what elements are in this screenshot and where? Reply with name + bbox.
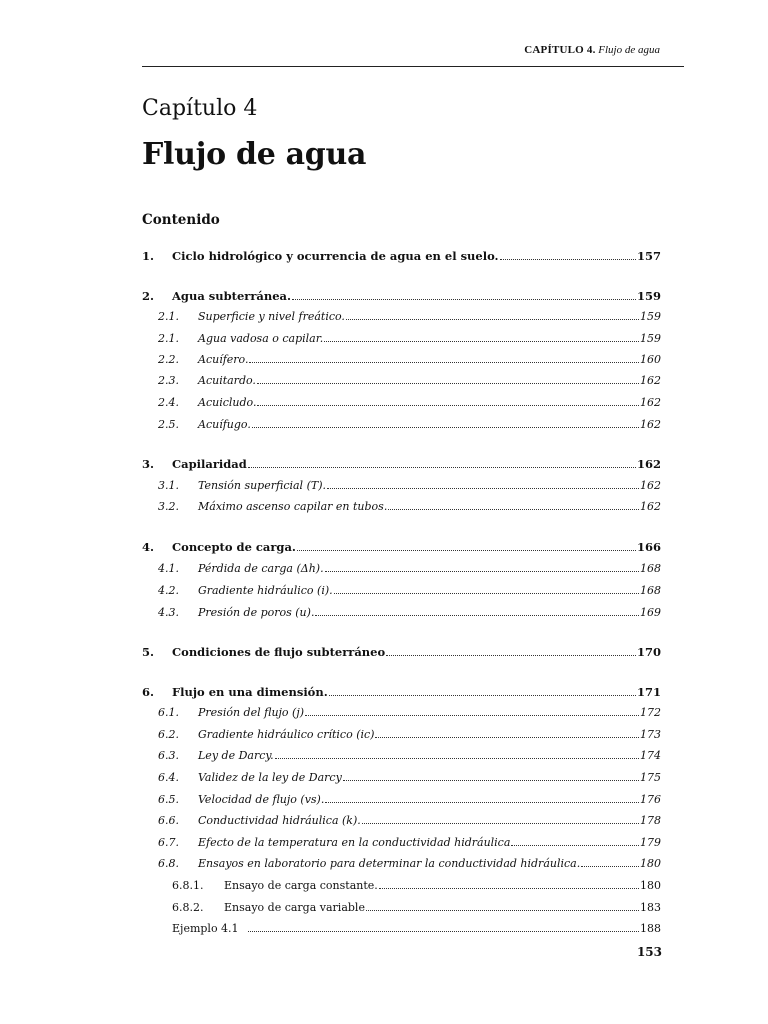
dot-leader (257, 404, 639, 406)
dot-leader (275, 757, 639, 759)
toc-entry-page: 157 (636, 249, 661, 263)
toc-entry-page: 162 (640, 374, 661, 387)
toc-entry (142, 353, 661, 371)
toc-entry-page: 159 (640, 310, 661, 323)
toc-entry-title: Superficie y nivel freático. (198, 310, 345, 323)
dot-leader (343, 779, 639, 781)
toc-entry-page: 162 (640, 500, 661, 513)
dot-leader (248, 466, 636, 468)
dot-leader (386, 654, 636, 656)
toc-entry-page: 172 (640, 706, 661, 719)
toc-entry-number: 5. (142, 645, 155, 659)
toc-entry-number: 6.8.1. (172, 879, 204, 892)
toc-entry (142, 332, 661, 350)
toc-entry-title: Conductividad hidráulica (k). (198, 814, 361, 827)
toc-entry-title: Velocidad de flujo (vs). (198, 793, 325, 806)
running-head (524, 44, 660, 56)
toc-entry-page: 180 (640, 879, 661, 892)
toc-entry-number: 6.8. (158, 857, 179, 870)
toc-entry (142, 396, 661, 414)
toc-entry-number: 2.4. (158, 396, 179, 409)
dot-leader (329, 694, 636, 696)
toc-entry-page: 168 (640, 562, 661, 575)
toc-entry-title: Condiciones de flujo subterráneo (172, 645, 386, 659)
toc-entry (142, 310, 661, 328)
toc-entry-page: 159 (636, 289, 661, 303)
toc-entry-number: 6.4. (158, 771, 179, 784)
dot-leader (375, 736, 639, 738)
dot-leader (257, 382, 639, 384)
toc-entry (142, 584, 661, 602)
toc-entry-page: 159 (640, 332, 661, 345)
toc-entry-page: 162 (640, 479, 661, 492)
toc-entry-title: Acuitardo. (198, 374, 256, 387)
dot-leader (511, 844, 639, 846)
toc-entry-number: 6.1. (158, 706, 179, 719)
toc-entry-number: Ejemplo 4.1 (172, 922, 239, 935)
toc-entry-number: 4. (142, 540, 155, 554)
toc-entry (142, 814, 661, 832)
toc-entry-page: 178 (640, 814, 661, 827)
toc-entry-title: Agua subterránea. (172, 289, 291, 303)
toc-entry-number: 3.2. (158, 500, 179, 513)
toc-entry (142, 418, 661, 436)
dot-leader (252, 426, 639, 428)
contents-heading: Contenido (142, 212, 220, 228)
toc-entry-number: 2.1. (158, 310, 179, 323)
toc-entry-page: 162 (636, 457, 661, 471)
dot-leader (500, 258, 636, 260)
toc-entry-number: 6.6. (158, 814, 179, 827)
toc-entry (142, 562, 661, 580)
toc-entry (142, 374, 661, 392)
toc-entry-page: 171 (636, 685, 661, 699)
toc-entry (142, 857, 661, 875)
toc-entry-number: 6.2. (158, 728, 179, 741)
dot-leader (334, 592, 639, 594)
toc-entry-title: Efecto de la temperatura en la conductividad hidráulica (198, 836, 511, 849)
dot-leader (292, 298, 636, 300)
toc-entry (142, 901, 661, 919)
toc-entry-title: Ensayos en laboratorio para determinar la conductividad hidráulica. (198, 857, 581, 870)
toc-entry-title: Gradiente hidráulico crítico (ic) (198, 728, 375, 741)
toc-entry-title: Máximo ascenso capilar en tubos. (198, 500, 388, 513)
dot-leader (362, 822, 639, 824)
toc-entry (142, 749, 661, 767)
toc-entry-page: 173 (640, 728, 661, 741)
toc-entry-number: 2.2. (158, 353, 179, 366)
toc-entry (142, 836, 661, 854)
toc-entry-title: Ley de Darcy. (198, 749, 274, 762)
toc-entry (142, 685, 661, 703)
toc-entry-page: 179 (640, 836, 661, 849)
dot-leader (581, 865, 639, 867)
toc-entry-title: Ensayo de carga constante. (224, 879, 378, 892)
toc-entry-title: Agua vadosa o capilar. (198, 332, 324, 345)
dot-leader (297, 549, 636, 551)
toc-entry-title: Ciclo hidrológico y ocurrencia de agua en el suelo. (172, 249, 499, 263)
toc-entry-page: 175 (640, 771, 661, 784)
toc-entry (142, 706, 661, 724)
toc-entry-number: 6.7. (158, 836, 179, 849)
toc-entry-page: 168 (640, 584, 661, 597)
toc-entry (142, 457, 661, 475)
dot-leader (366, 909, 639, 911)
toc-entry-title: Ensayo de carga variable (224, 901, 365, 914)
toc-entry-title: Flujo en una dimensión. (172, 685, 328, 699)
toc-entry-number: 4.1. (158, 562, 179, 575)
toc-entry (142, 479, 661, 497)
toc-entry-page: 188 (640, 922, 661, 935)
toc-entry-number: 4.2. (158, 584, 179, 597)
toc-entry-title: Gradiente hidráulico (i). (198, 584, 333, 597)
toc-entry-number: 6.5. (158, 793, 179, 806)
toc-entry-number: 3.1. (158, 479, 179, 492)
toc-entry-page: 183 (640, 901, 661, 914)
toc-entry-number: 1. (142, 249, 155, 263)
toc-entry (142, 793, 661, 811)
toc-entry (142, 728, 661, 746)
toc-entry (142, 645, 661, 663)
toc-entry-title: Validez de la ley de Darcy (198, 771, 342, 784)
dot-leader (325, 570, 639, 572)
toc-entry-page: 176 (640, 793, 661, 806)
running-head-title: Flujo de agua (598, 44, 660, 56)
toc-entry-number: 6. (142, 685, 155, 699)
toc-entry-page: 162 (640, 418, 661, 431)
toc-entry (142, 879, 661, 897)
running-head-label: CAPÍTULO 4. (524, 44, 596, 56)
toc-entry-title: Presión de poros (u). (198, 606, 315, 619)
dot-leader (388, 508, 639, 510)
toc-entry-page: 169 (640, 606, 661, 619)
toc-entry-page: 160 (640, 353, 661, 366)
toc-entry (142, 249, 661, 267)
page-number: 153 (636, 945, 662, 959)
chapter-label: Capítulo 4 (142, 96, 258, 121)
toc-entry-number: 6.3. (158, 749, 179, 762)
toc-entry-page: 174 (640, 749, 661, 762)
dot-leader (325, 801, 639, 803)
chapter-title: Flujo de agua (142, 137, 367, 172)
toc-entry-title: Presión del flujo (j) (198, 706, 305, 719)
toc-entry-number: 2.3. (158, 374, 179, 387)
toc-entry-title: Acuífugo. (198, 418, 251, 431)
toc-entry (142, 922, 661, 940)
toc-entry (142, 289, 661, 307)
dot-leader (248, 930, 639, 932)
dot-leader (249, 361, 639, 363)
dot-leader (324, 340, 639, 342)
dot-leader (315, 614, 639, 616)
toc-entry-number: 2.5. (158, 418, 179, 431)
toc-entry-title: Acuífero. (198, 353, 249, 366)
toc-entry-number: 6.8.2. (172, 901, 204, 914)
toc-entry-page: 180 (640, 857, 661, 870)
toc-entry-page: 170 (636, 645, 661, 659)
toc-entry-number: 2.1. (158, 332, 179, 345)
toc-entry-page: 166 (636, 540, 661, 554)
header-rule (142, 66, 684, 67)
toc-entry-number: 2. (142, 289, 155, 303)
toc-entry-title: Pérdida de carga (Δh). (198, 562, 324, 575)
dot-leader (379, 887, 639, 889)
toc-entry-title: Acuicludo. (198, 396, 257, 409)
dot-leader (327, 487, 639, 489)
dot-leader (305, 714, 639, 716)
toc-entry-title: Capilaridad (172, 457, 247, 471)
toc-entry (142, 500, 661, 518)
toc-entry-title: Concepto de carga. (172, 540, 296, 554)
toc-entry (142, 606, 661, 624)
toc-entry (142, 540, 661, 558)
dot-leader (346, 318, 639, 320)
toc-entry-number: 4.3. (158, 606, 179, 619)
toc-entry-title: Tensión superficial (T). (198, 479, 326, 492)
toc-entry (142, 771, 661, 789)
toc-entry-page: 162 (640, 396, 661, 409)
toc-entry-number: 3. (142, 457, 155, 471)
